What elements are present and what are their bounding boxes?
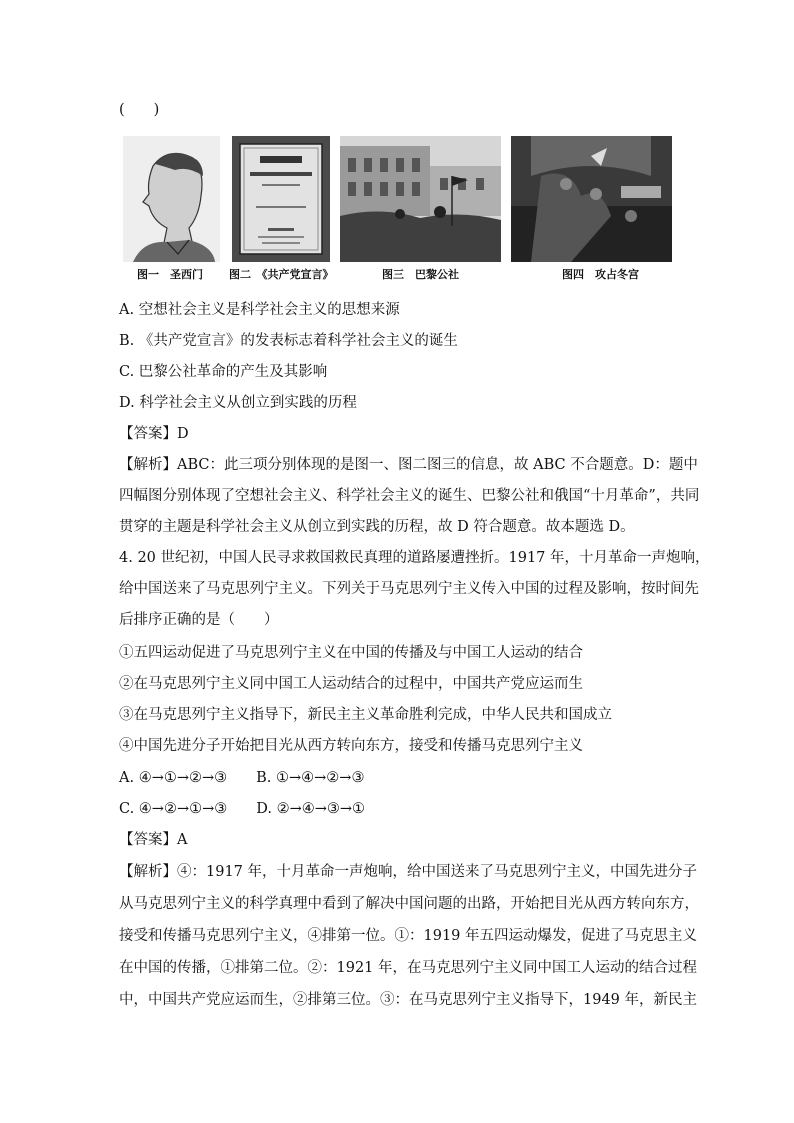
q4-analysis-line-3: 接受和传播马克思列宁主义，④排第一位。①：1919 年五四运动爆发，促进了马克思主义 (119, 928, 698, 944)
q3-option-a: A. 空想社会主义是科学社会主义的思想来源 (119, 302, 400, 318)
q4-analysis-line-1: 【解析】④：1917 年，十月革命一声炮响，给中国送来了马克思列宁主义，中国先进分子 (119, 864, 698, 880)
q3-option-c: C. 巴黎公社革命的产生及其影响 (119, 364, 328, 380)
figure-winter-palace-storming (511, 136, 672, 262)
q4-analysis-line-4: 在中国的传播，①排第二位。②：1921 年，在马克思列宁主义同中国工人运动的结合过程 (119, 960, 698, 976)
q4-item-3: ③在马克思列宁主义指导下，新民主主义革命胜利完成，中华人民共和国成立 (119, 707, 612, 723)
manifesto-cover-illustration (232, 136, 330, 262)
winter-palace-illustration (511, 136, 672, 262)
q3-answer: 【答案】D (119, 426, 189, 442)
q4-stem-line-3: 后排序正确的是（ ） (119, 612, 279, 628)
answer-bracket: ( ) (119, 102, 160, 118)
q4-options-row-1: A. ④→①→②→③ B. ①→④→②→③ (119, 770, 365, 786)
q4-answer: 【答案】A (119, 832, 188, 848)
figure-caption-1: 图一 圣西门 (137, 268, 203, 281)
figure-caption-3: 图三 巴黎公社 (382, 268, 459, 281)
q3-analysis-line-2: 四幅图分别体现了空想社会主义、科学社会主义的诞生、巴黎公社和俄国“十月革命”，共同 (119, 488, 700, 504)
paris-commune-illustration (340, 136, 501, 262)
figure-paris-commune-scene (340, 136, 501, 262)
q4-options-row-2: C. ④→②→①→③ D. ②→④→③→① (119, 801, 366, 817)
q4-analysis-line-2: 从马克思列宁主义的科学真理中看到了解决中国问题的出路，开始把目光从西方转向东方， (119, 896, 699, 912)
figure-communist-manifesto-cover (232, 136, 330, 262)
q4-item-1: ①五四运动促进了马克思列宁主义在中国的传播及与中国工人运动的结合 (119, 645, 583, 661)
figure-saint-simon-portrait (123, 136, 220, 262)
q4-stem-line-1: 4. 20 世纪初，中国人民寻求救国救民真理的道路屡遭挫折。1917 年，十月革命一声炮响， (119, 550, 710, 566)
q4-stem-line-2: 给中国送来了马克思列宁主义。下列关于马克思列宁主义传入中国的过程及影响，按时间先 (119, 581, 699, 597)
portrait-illustration (123, 136, 220, 262)
q3-analysis-line-1: 【解析】ABC：此三项分别体现的是图一、图二图三的信息，故 ABC 不合题意。D：题中 (119, 457, 698, 473)
q4-item-2: ②在马克思列宁主义同中国工人运动结合的过程中，中国共产党应运而生 (119, 676, 583, 692)
q3-analysis-line-3: 贯穿的主题是科学社会主义从创立到实践的历程，故 D 符合题意。故本题选 D。 (119, 519, 635, 535)
q3-option-d: D. 科学社会主义从创立到实践的历程 (119, 395, 357, 411)
figure-caption-2: 图二 《共产党宣言》 (229, 268, 334, 281)
q4-analysis-line-5: 中，中国共产党应运而生，②排第三位。③：在马克思列宁主义指导下，1949 年，新民主 (119, 992, 698, 1008)
q4-item-4: ④中国先进分子开始把目光从西方转向东方，接受和传播马克思列宁主义 (119, 738, 583, 754)
q3-option-b: B. 《共产党宣言》的发表标志着科学社会主义的诞生 (119, 333, 458, 349)
figure-caption-4: 图四 攻占冬宫 (562, 268, 639, 281)
